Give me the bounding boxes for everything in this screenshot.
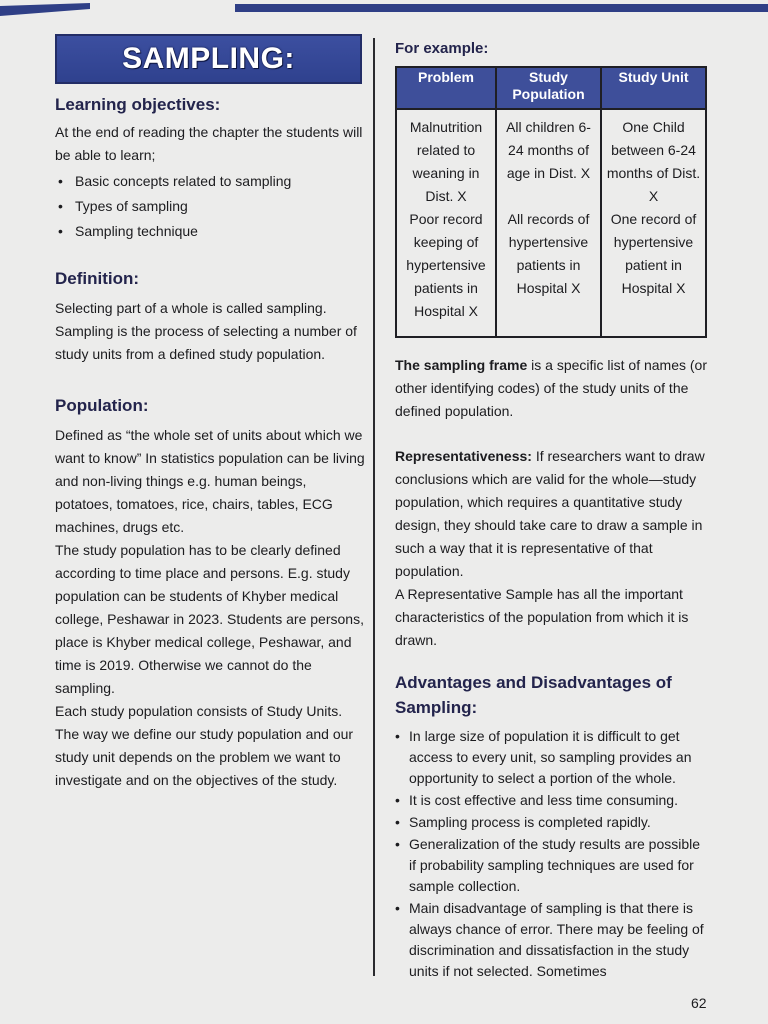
table-cell: All records of hypertensive patients in Hospital X	[496, 208, 601, 337]
advantages-heading: Advantages and Disadvantages of Sampling:	[395, 673, 672, 717]
population-paragraph-1: Defined as “the whole set of units about which we want to know” In statistics population can be living and non-living things e.g. human beings, potatoes, tomatoes, rice, chairs, tables, ECG machines, drugs etc.	[55, 427, 365, 535]
header-study-unit: Study Unit	[601, 67, 706, 109]
population-heading: Population:	[55, 396, 149, 415]
table-cell: One record of hypertensive patient in Hospital X	[601, 208, 706, 337]
chapter-title: SAMPLING:	[122, 42, 295, 75]
table-cell: One Child between 6-24 months of Dist. X	[601, 109, 706, 208]
table-cell: Poor record keeping of hypertensive patients in Hospital X	[396, 208, 496, 337]
chapter-title-banner	[55, 34, 362, 84]
table-cell: Malnutrition related to weaning in Dist. X	[396, 109, 496, 208]
sampling-frame-text: is a specific list of names (or other identifying codes) of the study units of the defined population.	[395, 357, 707, 419]
representative-sample-paragraph: A Representative Sample has all the important characteristics of the population from which it is drawn.	[395, 586, 689, 648]
table-header-row	[396, 67, 706, 109]
advantages-list	[395, 726, 707, 982]
example-heading: For example:	[395, 40, 489, 57]
table-row	[396, 208, 706, 337]
list-item: • Types of sampling	[55, 194, 367, 219]
list-item: • Main disadvantage of sampling is that there is always chance of error. There may be feeling of discrimination and dissatisfaction in the study units if not selected. Sometimes	[395, 898, 707, 982]
example-table	[395, 66, 707, 338]
learning-objectives-list	[55, 169, 367, 244]
header-problem: Problem	[396, 67, 496, 109]
top-decorative-stripe	[0, 0, 768, 16]
table-row	[396, 109, 706, 208]
header-study-population: Study Population	[496, 67, 601, 109]
learning-intro: At the end of reading the chapter the students will be able to learn;	[55, 124, 363, 163]
page-number: 62	[691, 995, 707, 1011]
learning-objectives-heading: Learning objectives:	[55, 95, 221, 114]
sampling-frame-term: The sampling frame	[395, 357, 528, 373]
representativeness-term: Representativeness:	[395, 448, 532, 464]
list-item: • Generalization of the study results are possible if probability sampling techniques are used for sample collection.	[395, 834, 707, 897]
left-column	[55, 34, 367, 792]
list-item: • In large size of population it is difficult to get access to every unit, so sampling provides an opportunity to select a portion of the whole.	[395, 726, 707, 789]
table-cell: All children 6-24 months of age in Dist. X	[496, 109, 601, 208]
list-item: • Basic concepts related to sampling	[55, 169, 367, 194]
population-paragraph-3: Each study population consists of Study Units. The way we define our study population and our study unit depends on the problem we want to investigate and on the objectives of the study.	[55, 703, 354, 788]
right-column	[395, 40, 707, 983]
sampling-frame-paragraph	[395, 354, 707, 423]
column-divider	[373, 38, 375, 976]
list-item: • Sampling process is completed rapidly.	[395, 812, 707, 833]
list-item: • It is cost effective and less time consuming.	[395, 790, 707, 811]
population-paragraph-2: The study population has to be clearly defined according to time place and persons. E.g. study population can be students of Khyber medical college, Peshawar in 2023. Students are persons, place is Khyber medical college, Peshawar, and time is 2019. Otherwise we cannot do the sampling.	[55, 542, 364, 696]
representativeness-paragraph	[395, 445, 707, 583]
representativeness-text: If researchers want to draw conclusions which are valid for the whole—study population, which requires a quantitative study design, they should take care to draw a sample in such a way that it is representative of that population.	[395, 448, 705, 579]
list-item: • Sampling technique	[55, 219, 367, 244]
definition-text: Selecting part of a whole is called sampling. Sampling is the process of selecting a number of study units from a defined study population.	[55, 300, 357, 362]
definition-heading: Definition:	[55, 269, 140, 288]
